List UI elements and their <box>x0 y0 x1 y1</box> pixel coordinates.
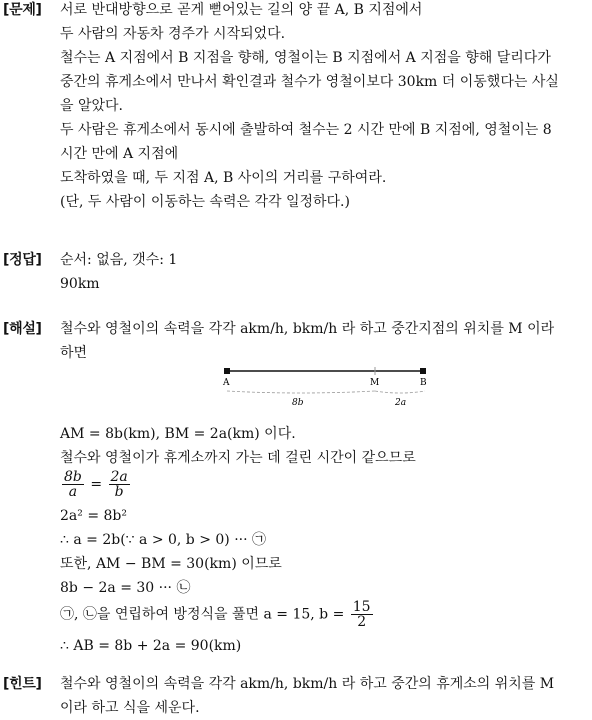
problem-line: 중간의 휴게소에서 만나서 확인결과 철수가 영철이보다 30km 더 이동했다는 사실 <box>60 74 559 90</box>
label-b: B <box>420 378 427 388</box>
problem-line: 두 사람의 자동차 경주가 시작되었다. <box>60 26 286 42</box>
answer-body <box>60 248 590 296</box>
label-m: M <box>370 378 380 388</box>
problem-line: 도착하였을 때, 두 지점 A, B 사이의 거리를 구하여라. <box>60 170 387 186</box>
equation-am-bm: AM = 8b(km), BM = 2a(km) 이다. <box>60 426 296 442</box>
equation-difference: 8b − 2a = 30 ··· ㉡ <box>60 580 191 596</box>
equation-squares: 2a² = 8b² <box>60 508 127 524</box>
segment-mb-label: 2a <box>395 398 407 408</box>
problem-line: 철수는 A 지점에서 B 지점을 향해, 영철이는 B 지점에서 A 지점을 향해 달리다가 <box>60 50 551 66</box>
solution-tag: [해설] <box>3 321 42 337</box>
point-a-marker <box>224 368 230 374</box>
fraction-b: $\frac{15}{2}$ <box>352 599 371 630</box>
solution-intro-line: 철수와 영철이의 속력을 각각 akm/h, bkm/h 라 하고 중간지점의 위치를 M 이라 <box>60 321 555 337</box>
hint-body <box>60 672 590 720</box>
problem-tag: [문제] <box>3 2 42 18</box>
equation-difference-statement: 또한, AM − BM = 30(km) 이므로 <box>60 556 282 572</box>
fraction-right: $\frac{2a}{b}$ <box>110 469 128 500</box>
segment-diagram-svg <box>220 365 440 410</box>
problem-line: 서로 반대방향으로 곧게 뻗어있는 길의 양 끝 A, B 지점에서 <box>60 2 423 18</box>
hint-line: 철수와 영철이의 속력을 각각 akm/h, bkm/h 라 하고 중간의 휴게소의 위치를 M <box>60 676 555 692</box>
segment-mb-brace <box>375 391 425 393</box>
label-a: A <box>223 378 230 388</box>
segment-diagram <box>220 365 440 414</box>
fraction-left: $\frac{8b}{a}$ <box>64 469 82 500</box>
segment-am-label: 8b <box>292 398 304 408</box>
problem-body <box>60 0 590 214</box>
solution-intro-line: 하면 <box>60 345 88 361</box>
problem-line: 두 사람은 휴게소에서 동시에 출발하여 철수는 2 시간 만에 B 지점에, 영철이는 8 <box>60 122 552 138</box>
hint-line: 이라 하고 식을 세운다. <box>60 700 200 716</box>
equation-fraction: $\frac{8b}{a}$ = $\frac{2a}{b}$ <box>64 469 128 500</box>
hint-tag: [힌트] <box>3 676 42 692</box>
solution-body <box>60 317 590 365</box>
equation-ab-result: ∴ AB = 8b + 2a = 90(km) <box>60 638 242 654</box>
equation-a-2b: ∴ a = 2b(∵ a > 0, b > 0) ··· ㉠ <box>60 532 267 548</box>
problem-line: (단, 두 사람이 이동하는 속력은 각각 일정하다.) <box>60 194 350 210</box>
problem-line: 을 알았다. <box>60 98 123 114</box>
solution-statement: 철수와 영철이가 휴게소까지 가는 데 걸린 시간이 같으므로 <box>60 450 416 466</box>
answer-meta: 순서: 없음, 갯수: 1 <box>60 252 178 268</box>
answer-value: 90km <box>60 276 100 292</box>
equation-solve: ㉠, ㉡을 연립하여 방정식을 풀면 a = 15, b = $\frac{15}{2}$ <box>60 599 371 630</box>
segment-am-brace <box>227 391 375 393</box>
problem-line: 시간 만에 A 지점에 <box>60 146 179 162</box>
point-b-marker <box>420 368 426 374</box>
answer-tag: [정답] <box>3 252 42 268</box>
